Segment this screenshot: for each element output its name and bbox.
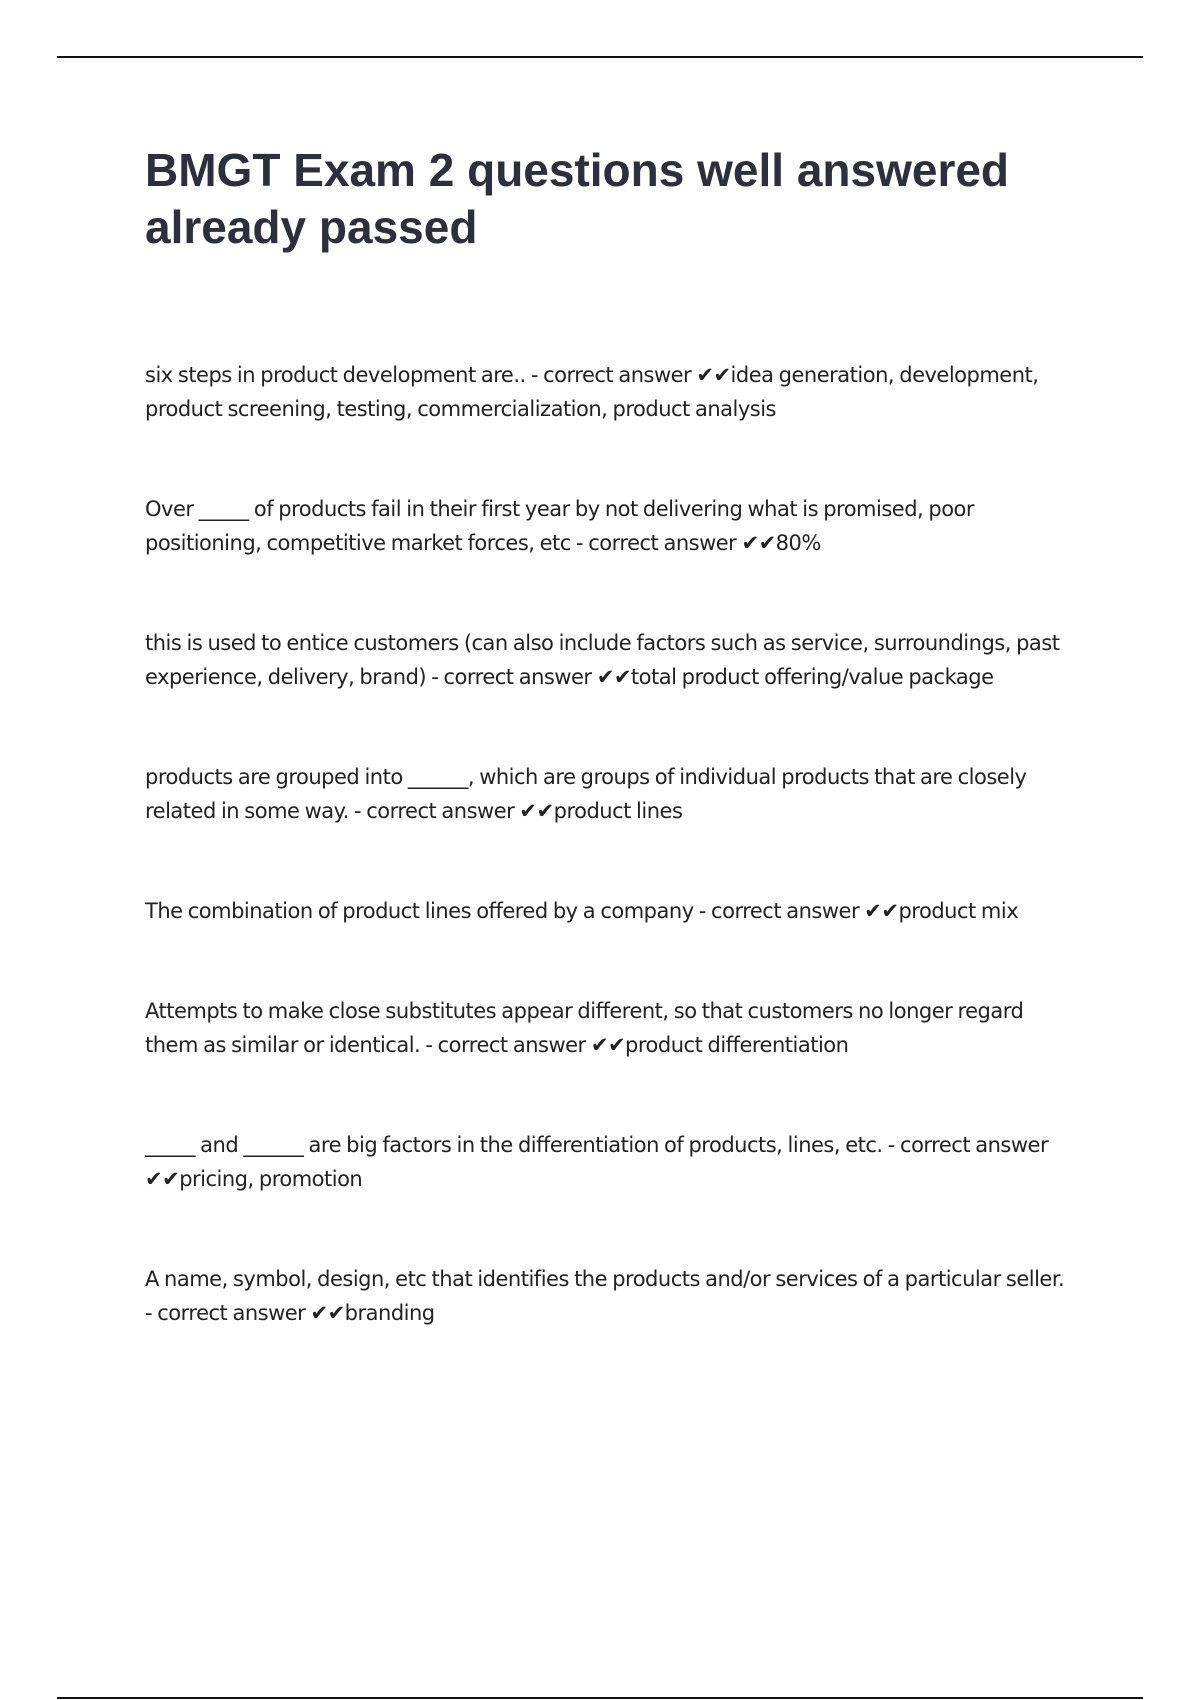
qa-item: A name, symbol, design, etc that identifies the products and/or services of a particular seller. - correct answer ✔✔branding xyxy=(145,1267,1065,1325)
qa-item: Over _____ of products fail in their first year by not delivering what is promised, poor positioning, competitive market forces, etc - correct answer ✔✔80% xyxy=(145,497,975,555)
qa-item: this is used to entice customers (can also include factors such as service, surroundings, past experience, delivery, brand) - correct answer ✔✔total product offering/value package xyxy=(145,631,1060,689)
qa-list xyxy=(145,358,1075,1330)
qa-item: _____ and ______ are big factors in the differentiation of products, lines, etc. - correct answer ✔✔pricing, promotion xyxy=(145,1133,1049,1191)
qa-item: The combination of product lines offered by a company - correct answer ✔✔product mix xyxy=(145,899,1019,923)
top-rule xyxy=(57,56,1143,58)
document-body xyxy=(145,142,1075,1396)
document-title: BMGT Exam 2 questions well answered already passed xyxy=(145,144,1010,253)
qa-item: Attempts to make close substitutes appear different, so that customers no longer regard them as similar or identical. - correct answer ✔✔product differentiation xyxy=(145,999,1024,1057)
bottom-rule xyxy=(57,1697,1143,1699)
qa-item: products are grouped into ______, which are groups of individual products that are closely related in some way. - correct answer ✔✔product lines xyxy=(145,765,1027,823)
qa-item: six steps in product development are.. - correct answer ✔✔idea generation, development, product screening, testing, commercialization, product analysis xyxy=(145,363,1039,421)
